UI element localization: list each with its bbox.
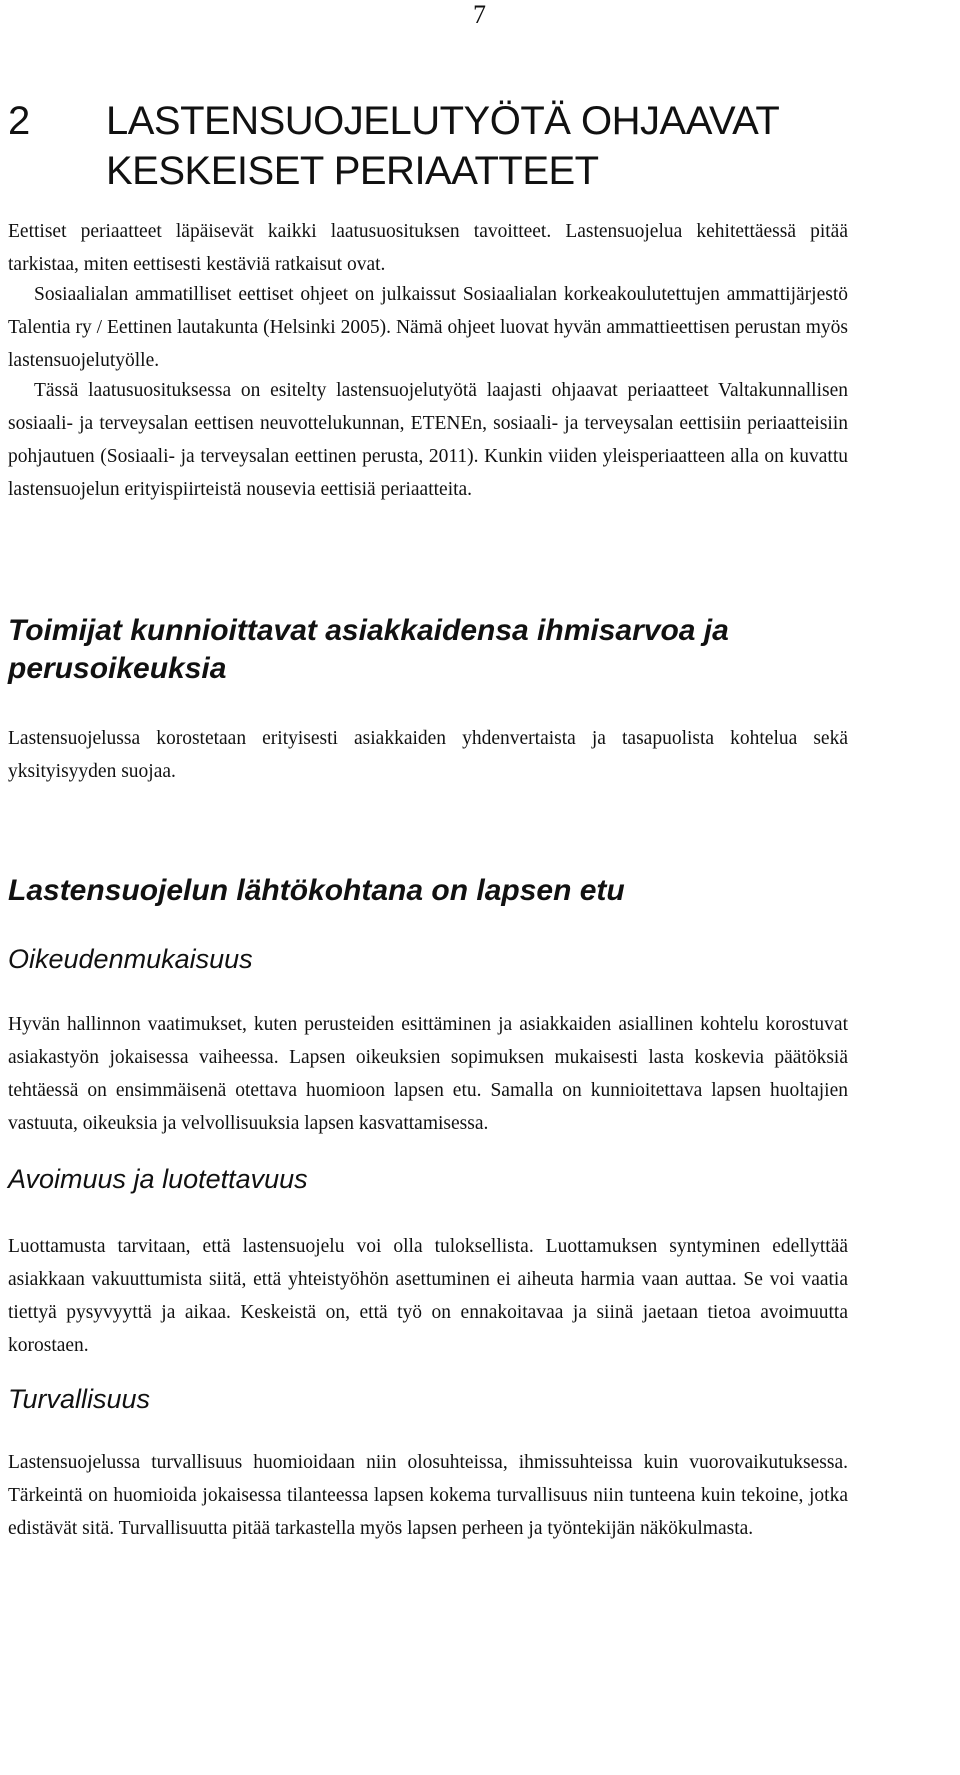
- chapter-title: [8, 96, 866, 196]
- section-heading-child-best-interest: Lastensuojelun lähtökohtana on lapsen etu: [8, 874, 625, 907]
- subheading-justice: Oikeudenmukaisuus: [8, 944, 253, 974]
- section-heading-dignity: Toimijat kunnioittavat asiakkaidensa ihmisarvoa ja perusoikeuksia: [8, 614, 729, 685]
- intro-paragraph-3: Tässä laatusuosituksessa on esitelty lastensuojelutyötä laajasti ohjaavat periaatteet Valtakunnallisen sosiaali- ja terveysalan eettisen neuvottelukunnan, ETENEn, sosiaali- ja terveysalan eettisiin periaatteisiin pohjautuen (Sosiaali- ja terveysalan eettinen perusta, 2011). Kunkin viiden yleisperiaatteen alla on kuvattu lastensuojelun erityispiirteistä nousevia eettisiä periaatteita.: [8, 380, 848, 500]
- intro-paragraph-2: Sosiaalialan ammatilliset eettiset ohjeet on julkaissut Sosiaalialan korkeakoulutettujen ammattijärjestö Talentia ry / Eettinen lautakunta (Helsinki 2005). Nämä ohjeet luovat hyvän ammattieettisen perustan myös lastensuojelutyölle.: [8, 284, 848, 371]
- subheading-openness-reliability: Avoimuus ja luotettavuus: [8, 1164, 308, 1194]
- justice-paragraph: Hyvän hallinnon vaatimukset, kuten perusteiden esittäminen ja asiakkaiden asiallinen kohtelu korostuvat asiakastyön jokaisessa vaiheessa. Lapsen oikeuksien sopimuksen mukaisesti lasta koskevia päätöksiä tehtäessä on ensimmäisenä otettava huomioon lapsen etu. Samalla on kunnioitettava lapsen huoltajien vastuuta, oikeuksia ja velvollisuuksia lapsen kasvattamisessa.: [8, 1014, 848, 1134]
- dignity-paragraph: Lastensuojelussa korostetaan erityisesti asiakkaiden yhdenvertaista ja tasapuolista kohtelua sekä yksityisyyden suojaa.: [8, 728, 848, 782]
- safety-paragraph: Lastensuojelussa turvallisuus huomioidaan niin olosuhteissa, ihmissuhteissa kuin vuorovaikutuksessa. Tärkeintä on huomioida jokaisessa tilanteessa lapsen kokema turvallisuus niin tunteena kuin tekoine, jotka edistävät sitä. Turvallisuutta pitää tarkastella myös lapsen perheen ja työntekijän näkökulmasta.: [8, 1452, 848, 1539]
- page-number: 7: [473, 0, 486, 29]
- openness-paragraph: Luottamusta tarvitaan, että lastensuojelu voi olla tuloksellista. Luottamuksen syntyminen edellyttää asiakkaan vakuuttumista siitä, että yhteistyöhön asettuminen ei aiheuta harmia vaan auttaa. Se voi vaatia tiettyä pysyvyyttä ja aikaa. Keskeistä on, että työ on ennakoitavaa ja siinä jaetaan tietoa avoimuutta korostaen.: [8, 1236, 848, 1356]
- subheading-safety: Turvallisuus: [8, 1384, 151, 1414]
- chapter-number: 2: [8, 99, 30, 143]
- intro-paragraph-1: Eettiset periaatteet läpäisevät kaikki laatusuosituksen tavoitteet. Lastensuojelua kehitettäessä pitää tarkistaa, miten eettisesti kestäviä ratkaisut ovat.: [8, 221, 848, 275]
- chapter-title-text: LASTENSUOJELUTYÖTÄ OHJAAVAT KESKEISET PERIAATTEET: [106, 99, 779, 193]
